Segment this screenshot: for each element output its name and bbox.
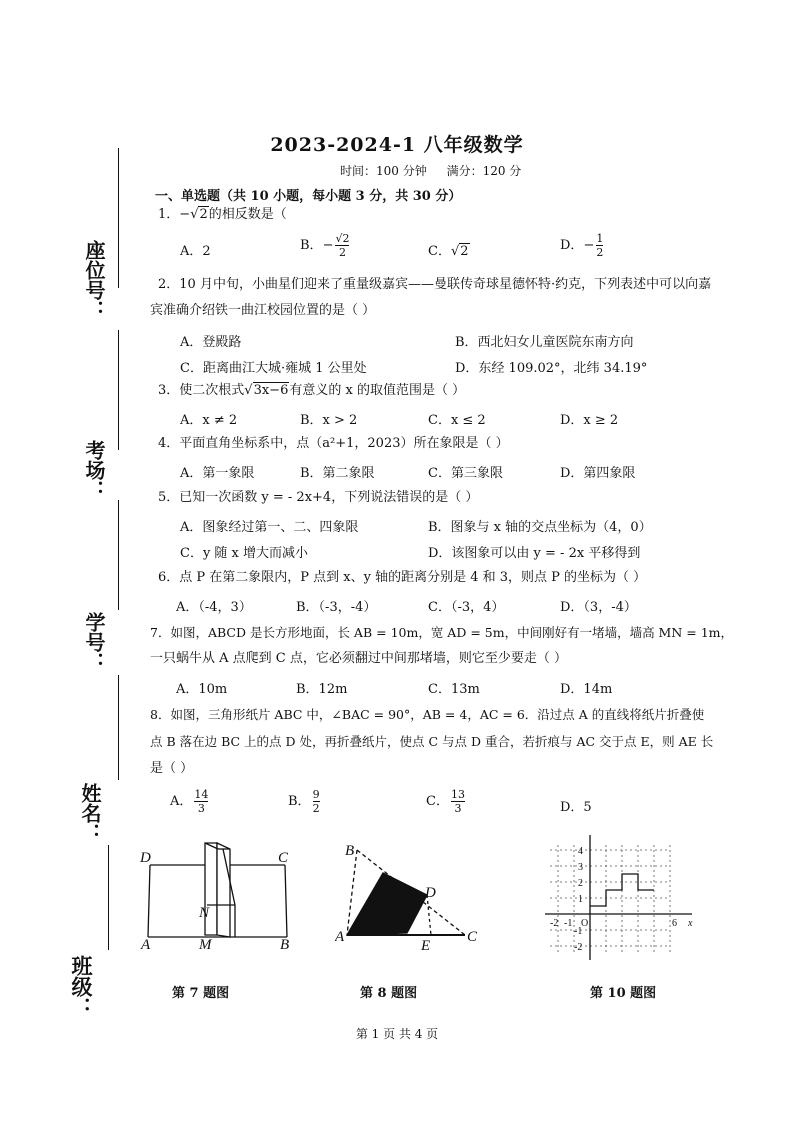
q8-c-frac [451,788,465,815]
f7-label-M: M [199,937,212,953]
q2-option-b: B．西北妇女儿童医院东南方向 [455,335,634,350]
q8-b-den: 2 [312,802,320,815]
margin-line [118,675,119,780]
q3-option-b: B．x > 2 [300,413,358,428]
q1-b-label: B． [300,238,323,253]
page-title: 2023-2024-1 八年级数学 [270,134,524,156]
f8-label-C: C [467,929,478,945]
question-6: 6．点 P 在第二象限内，P 点到 x、y 轴的距离分别是 4 和 3，则点 P 的坐标为（ ） [158,570,647,585]
question-4: 4．平面直角坐标系中，点（a²+1，2023）所在象限是（ ） [158,436,509,451]
f10-yn1: -1 [574,926,583,937]
q1-option-d: D．− $\frac{1}{2}$ [560,232,604,259]
f8-label-B: B [345,843,355,859]
q1-text: 的相反数是（ [208,207,287,222]
q7-option-c: C．13m [428,682,480,697]
q1-d-den: 2 [596,246,604,259]
q6-option-a: A．（-4，3） [176,600,252,615]
q4-option-d: D．第四象限 [560,466,636,481]
f7-label-A: A [141,937,151,953]
f10-y4: 4 [578,846,583,857]
q1-number: 1． [158,207,180,222]
margin-line [118,330,119,450]
q7-option-b: B．12m [296,682,348,697]
question-3: 3．使二次根式√3x−6有意义的 x 的取值范围是（ ） [158,383,466,398]
f10-origin: O [581,918,589,929]
q1-d-frac [596,232,603,259]
f8-label-E: E [421,938,431,954]
q4-option-a: A．第一象限 [180,466,255,481]
q1-c-radicand: 2 [460,244,469,259]
q2-option-a: A．登殿路 [180,335,242,350]
q3-radicand: 3x−6 [253,383,289,398]
f7-label-D: D [140,850,151,866]
q1-c-label: C． [428,244,451,259]
f10-y1: 1 [578,894,583,905]
q3-text: 有意义的 x 的取值范围是（ ） [289,383,466,398]
q8-option-d: D．5 [560,800,592,815]
q7-option-d: D．14m [560,682,613,697]
q7-line2: 一只蜗牛从 A 点爬到 C 点，它必须翻过中间那堵墙，则它至少要走（ ） [150,651,567,666]
figure-7-caption: 第 7 题图 [172,986,230,1001]
q8-b-num: 9 [312,788,320,801]
figure-10 [540,830,705,970]
q1-neg: − [179,207,191,222]
q3-option-a: A．x ≠ 2 [180,413,238,428]
q5-option-a: A．图象经过第一、二、四象限 [180,520,359,535]
q3-option-d: D．x ≥ 2 [560,413,619,428]
f10-xn1: -1 [564,918,573,929]
q8-option-a [170,788,210,815]
q8-option-b [288,788,322,815]
f7-label-N: N [199,905,210,921]
q1-option-a: A．2 [180,244,211,259]
room-label: 考场： [82,440,106,500]
q6-option-d: D．（3，-4） [560,600,637,615]
q1-d-num: 1 [596,232,604,245]
f8-label-A: A [335,929,345,945]
q1-d-label: D． [560,238,584,253]
q8-line1: 8．如图，三角形纸片 ABC 中，∠BAC = 90°，AB = 4，AC = 6．沿过点 A 的直线将纸片折叠使 [150,707,705,722]
f10-x6: 6 [672,918,677,929]
q8-line2: 点 B 落在边 BC 上的点 D 处，再折叠纸片，使点 C 与点 D 重合，若折痕与 AC 交于点 E，则 AE 长 [150,734,714,749]
q6-option-b: B．（-3，-4） [296,600,377,615]
q3-option-c: C．x ≤ 2 [428,413,486,428]
q8-a-num: 14 [194,788,209,801]
class-label: 班级： [69,955,93,1018]
f10-y2: 2 [578,878,583,889]
question-5: 5．已知一次函数 y = - 2x+4，下列说法错误的是（ ） [158,490,479,505]
exam-info [340,162,537,179]
q1-option-b: B．− $\frac{√2}{2}$ [300,232,350,259]
f10-x-axis-label: x [688,918,693,929]
q8-a-den: 3 [197,802,205,815]
q8-a-frac [194,788,208,815]
q2-line2: 宾准确介绍铁一曲江校园位置的是（ ） [150,303,376,318]
q1-b-den: 2 [338,246,346,259]
figure-8-caption: 第 8 题图 [360,986,418,1001]
q8-b-frac [313,788,320,815]
q4-option-c: C．第三象限 [428,466,503,481]
page-number: 第 1 页 共 4 页 [355,1027,439,1041]
q1-radicand: 2 [199,207,208,222]
q2-option-d: D．东经 109.02°，北纬 34.19° [455,361,648,376]
q8-c-label: C． [426,794,449,809]
margin-line [118,148,119,288]
q7-option-a: A．10m [176,682,228,697]
f7-label-B: B [280,937,290,953]
margin-line [118,500,119,610]
q4-option-b: B．第二象限 [300,466,375,481]
q8-a-label: A． [170,794,193,809]
name-label: 姓名： [78,783,102,843]
q5-option-b: B．图象与 x 轴的交点坐标为（4，0） [428,520,652,535]
section-heading: 一、单选题（共 10 小题，每小题 3 分，共 30 分） [155,189,462,204]
question-1: 1．−√2的相反数是（ [158,207,287,222]
q5-option-c: C．y 随 x 增大而减小 [180,546,309,561]
f10-y3: 3 [578,862,583,873]
q7-line1: 7．如图，ABCD 是长方形地面，长 AB = 10m，宽 AD = 5m，中间刚好有一堵墙，墙高 MN = 1m， [150,625,734,640]
figure-10-caption: 第 10 题图 [590,986,657,1001]
f7-label-C: C [278,850,289,866]
q2-option-c: C．距离曲江大城·雍城 1 公里处 [180,361,367,376]
q1-b-frac [335,232,349,259]
q1-option-c: C．√2 [428,244,469,259]
q8-c-den: 3 [454,802,462,815]
q8-b-label: B． [288,794,311,809]
id-label: 学号： [82,612,106,672]
q8-c-num: 13 [450,788,465,801]
exam-time: 时间：100 分钟 [340,164,427,178]
q1-b-num: √2 [335,232,350,245]
q8-option-c [426,788,467,815]
f8-label-D: D [425,885,436,901]
seat-label: 座位号： [82,240,106,320]
q6-option-c: C．（-3，4） [428,600,505,615]
margin-line [108,845,109,950]
figure-8 [335,835,485,960]
q5-option-d: D．该图象可以由 y = - 2x 平移得到 [428,546,641,561]
q3-prefix: 3．使二次根式 [158,383,245,398]
figure-7 [135,835,310,955]
q2-line1: 2．10 月中旬，小曲星们迎来了重量级嘉宾——曼联传奇球星德怀特·约克，下列表述中可以向嘉 [158,277,712,292]
f10-yn2: -2 [574,942,583,953]
q8-line3: 是（ ） [150,761,194,776]
f10-xn2: -2 [550,918,559,929]
exam-score: 满分：120 分 [446,164,522,178]
